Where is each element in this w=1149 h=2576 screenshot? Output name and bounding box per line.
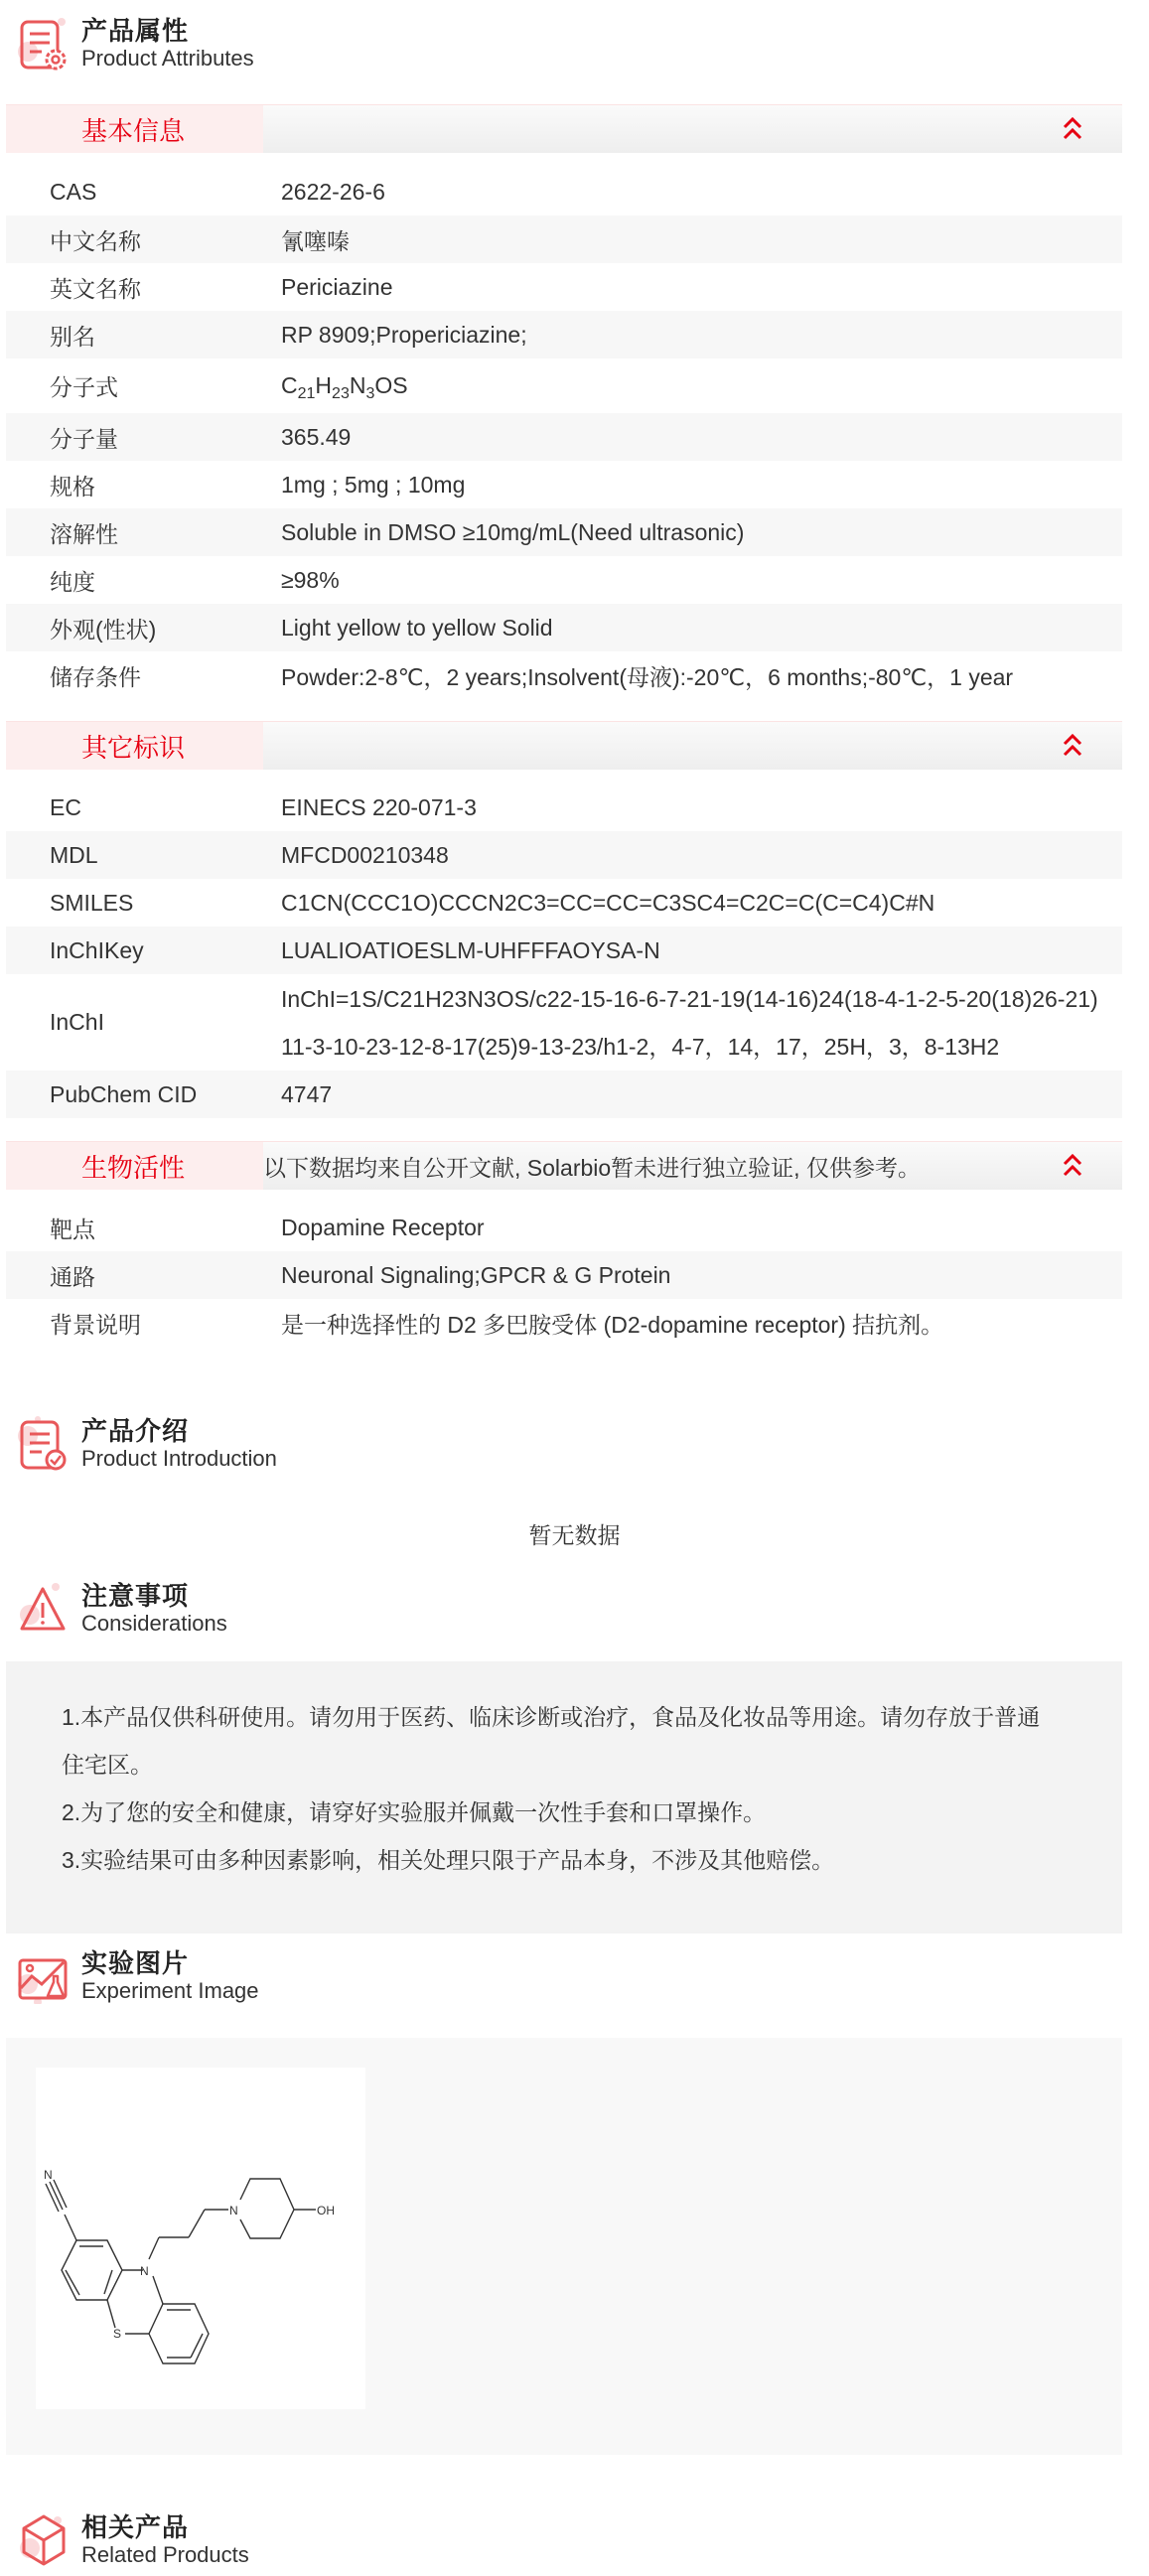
svg-text:N: N — [44, 2168, 53, 2182]
row-value: Soluble in DMSO ≥10mg/mL(Need ultrasonic) — [281, 518, 745, 545]
basic-info-table — [6, 168, 1122, 699]
row-key: 外观(性状) — [50, 616, 157, 643]
double-chevron-up-icon[interactable] — [1061, 1153, 1084, 1179]
row-key: InChIKey — [50, 936, 144, 963]
row-value: Powder:2-8℃，2 years;Insolvent(母液):-20℃，6 months;-80℃，1 year — [281, 663, 1014, 690]
section-title: 实验图片 — [81, 1948, 190, 1978]
bio-activity-tab[interactable]: 生物活性 — [6, 1142, 263, 1190]
document-gear-icon — [18, 16, 70, 72]
section-subtitle: Product Introduction — [81, 1446, 277, 1471]
row-value: 是一种选择性的 D2 多巴胺受体 (D2-dopamine receptor) 拮抗剂。 — [281, 1311, 944, 1338]
molecular-formula: $C_{21}H_{23}N_3OS$ — [281, 372, 408, 402]
row-value: ≥98% — [281, 566, 340, 593]
row-key: CAS — [50, 178, 97, 205]
row-value: 氰噻嗪 — [281, 227, 350, 254]
table-row — [6, 311, 1122, 358]
table-row — [6, 1204, 1122, 1251]
row-value: 4747 — [281, 1080, 333, 1107]
row-value: C1CN(CCC1O)CCCN2C3=CC=CC=C3SC4=C2C=C(C=C4)C#N — [281, 889, 935, 916]
row-key: 分子式 — [50, 374, 118, 400]
section-title: 产品属性 — [81, 16, 190, 46]
table-row — [6, 263, 1122, 311]
table-row — [6, 879, 1122, 927]
bio-activity-table — [6, 1204, 1122, 1347]
cube-icon — [18, 2512, 70, 2568]
warning-triangle-icon — [18, 1581, 70, 1637]
section-title: 相关产品 — [81, 2512, 190, 2542]
row-value: 2622-26-6 — [281, 178, 385, 205]
section-header-related-products — [18, 2512, 249, 2568]
row-value: 1mg ; 5mg ; 10mg — [281, 471, 466, 498]
other-ids-table — [6, 784, 1122, 1118]
row-key: SMILES — [50, 889, 134, 916]
consideration-item: 3.实验结果可由多种因素影响，相关处理只限于产品本身，不涉及其他赔偿。 — [62, 1847, 835, 1873]
basic-info-bar[interactable] — [6, 104, 1122, 153]
svg-text:OH: OH — [317, 2204, 335, 2218]
row-key: 溶解性 — [50, 520, 118, 547]
table-row — [6, 215, 1122, 263]
experiment-image-container — [6, 2038, 1122, 2455]
double-chevron-up-icon[interactable] — [1061, 116, 1084, 142]
considerations-box — [6, 1661, 1122, 1933]
section-header-product-attributes — [18, 16, 254, 72]
svg-text:N: N — [140, 2264, 149, 2278]
section-title: 产品介绍 — [81, 1416, 190, 1446]
other-ids-tab[interactable]: 其它标识 — [6, 722, 263, 770]
bio-activity-bar[interactable] — [6, 1141, 1122, 1190]
empty-state-text: 暂无数据 — [528, 1522, 621, 1548]
row-value: RP 8909;Propericiazine; — [281, 321, 527, 348]
row-key: PubChem CID — [50, 1080, 198, 1107]
consideration-item: 2.为了您的安全和健康，请穿好实验服并佩戴一次性手套和口罩操作。 — [62, 1799, 767, 1825]
row-key: 储存条件 — [50, 663, 141, 690]
table-row — [6, 168, 1122, 215]
row-value: Dopamine Receptor — [281, 1214, 485, 1240]
section-subtitle: Related Products — [81, 2542, 249, 2567]
row-key: 通路 — [50, 1263, 95, 1290]
table-row — [6, 556, 1122, 604]
row-key: MDL — [50, 841, 98, 868]
section-title: 注意事项 — [81, 1581, 190, 1611]
row-key: 别名 — [50, 323, 95, 350]
table-row — [6, 461, 1122, 508]
section-header-considerations — [18, 1581, 227, 1637]
table-row — [6, 1251, 1122, 1299]
table-row — [6, 1071, 1122, 1118]
table-row — [6, 651, 1122, 699]
row-value: MFCD00210348 — [281, 841, 449, 868]
image-flask-icon — [18, 1948, 70, 2004]
table-row — [6, 358, 1122, 413]
row-value: Periciazine — [281, 273, 393, 300]
table-row — [6, 1299, 1122, 1347]
chemical-structure-image[interactable] — [36, 2068, 365, 2409]
row-key: 英文名称 — [50, 275, 141, 302]
table-row — [6, 974, 1122, 1071]
section-header-product-introduction — [18, 1416, 277, 1472]
row-key: 纯度 — [50, 568, 95, 595]
row-key: 中文名称 — [50, 227, 141, 254]
section-subtitle: Considerations — [81, 1611, 227, 1636]
svg-text:S: S — [113, 2327, 122, 2341]
table-row — [6, 927, 1122, 974]
row-key: EC — [50, 793, 81, 820]
row-key: 分子量 — [50, 425, 118, 452]
table-row — [6, 604, 1122, 651]
other-ids-bar[interactable] — [6, 721, 1122, 770]
disclaimer-note: 以下数据均来自公开文献, Solarbio暂未进行独立验证, 仅供参考。 — [263, 1154, 921, 1181]
table-row — [6, 784, 1122, 831]
svg-text:N: N — [229, 2204, 238, 2218]
section-subtitle: Experiment Image — [81, 1978, 259, 2003]
section-subtitle: Product Attributes — [81, 46, 254, 71]
row-key: 规格 — [50, 473, 95, 500]
row-key: 背景说明 — [50, 1311, 141, 1338]
row-value: 365.49 — [281, 423, 352, 450]
section-header-experiment-image — [18, 1948, 259, 2004]
row-value: Neuronal Signaling;GPCR & G Protein — [281, 1261, 671, 1288]
table-row — [6, 508, 1122, 556]
row-value: InChI=1S/C21H23N3OS/c22-15-16-6-7-21-19(14-16)24(18-4-1-2-5-20(18)26-21)11-3-10-23-12-8-17(25)9-13-23/h1-2，4-7，14，17，25H，3，8-13H2 — [281, 985, 1098, 1060]
row-value: LUALIOATIOESLM-UHFFFAOYSA-N — [281, 936, 660, 963]
row-key: InChI — [50, 1009, 104, 1035]
consideration-item: 1.本产品仅供科研使用。请勿用于医药、临床诊断或治疗，食品及化妆品等用途。请勿存放于普通住宅区。 — [62, 1704, 1041, 1778]
table-row — [6, 413, 1122, 461]
basic-info-tab[interactable]: 基本信息 — [6, 105, 263, 153]
row-key: 靶点 — [50, 1216, 95, 1242]
row-value: EINECS 220-071-3 — [281, 793, 477, 820]
row-value: Light yellow to yellow Solid — [281, 614, 553, 641]
double-chevron-up-icon[interactable] — [1061, 733, 1084, 759]
document-check-icon — [18, 1416, 70, 1472]
table-row — [6, 831, 1122, 879]
